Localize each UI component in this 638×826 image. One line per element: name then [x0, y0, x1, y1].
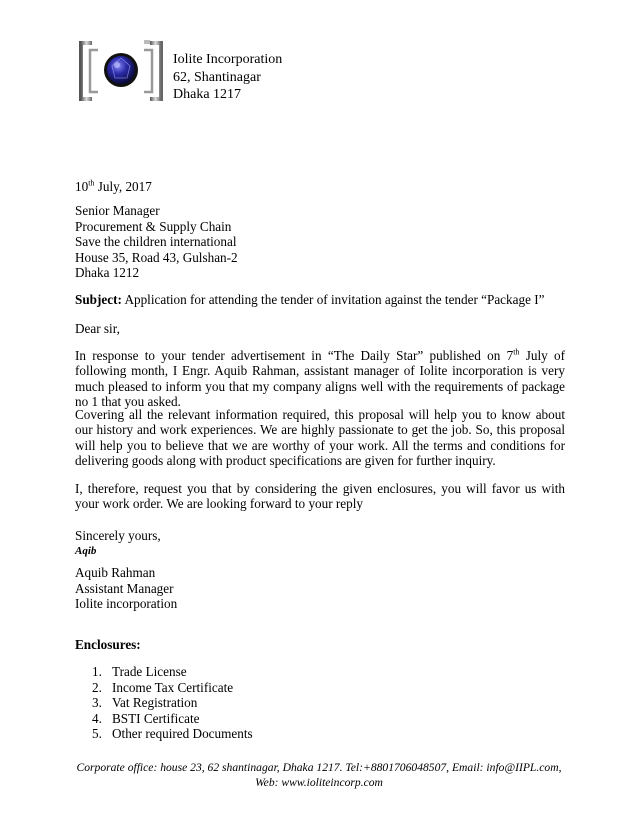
subject-label: Subject: — [75, 292, 122, 307]
enclosures-list — [92, 664, 253, 742]
list-number: 5. — [92, 726, 102, 742]
footer — [30, 760, 608, 790]
date-suffix: th — [88, 178, 95, 188]
list-number: 4. — [92, 710, 102, 726]
signature: Aqib — [75, 545, 97, 557]
recipient-line: Procurement & Supply Chain — [75, 218, 232, 234]
company-logo — [78, 40, 164, 102]
greeting: Dear sir, — [75, 321, 120, 336]
list-text: Other required Documents — [112, 726, 253, 742]
body-paragraph-1 — [75, 348, 565, 409]
sender-block — [75, 565, 177, 612]
list-item — [92, 695, 253, 711]
sender-title: Assistant Manager — [75, 580, 174, 596]
sender-company: Iolite incorporation — [75, 596, 178, 611]
list-text: Vat Registration — [112, 695, 198, 711]
date-rest: July, 2017 — [94, 179, 152, 194]
company-name: Iolite Incorporation — [173, 52, 283, 67]
list-number: 2. — [92, 679, 102, 695]
subject-line — [75, 292, 575, 308]
recipient-line: Save the children international — [75, 234, 237, 249]
list-number: 3. — [92, 695, 102, 711]
recipient-line: Senior Manager — [75, 203, 160, 218]
enclosures-title: Enclosures: — [75, 637, 141, 652]
letterhead-address — [173, 51, 282, 104]
footer-line1: Corporate office: house 23, 62 shantinagar, Dhaka 1217. Tel:+8801706048507, Email: info@IIPL.com, — [76, 761, 562, 774]
list-number: 1. — [92, 664, 102, 679]
recipient-line: Dhaka 1212 — [75, 265, 140, 280]
list-text: Trade License — [112, 664, 187, 679]
list-text: BSTI Certificate — [112, 710, 200, 726]
list-item — [92, 726, 253, 742]
list-item — [92, 711, 253, 727]
body-paragraph-2: Covering all the relevant information required, this proposal will help you to know about our history and work experiences. We are highly passionate to get the job. So, this proposal will help you to believe that we are worthy of your work. All the terms and conditions for delivering goods along with product specifications are given for further inquiry. — [75, 407, 565, 468]
p1-text-a: In response to your tender advertisement in “The Daily Star” published on 7 — [75, 348, 514, 363]
recipient-address — [75, 203, 238, 281]
p1-text-b: July of following month, I Engr. Aquib Rahman, assistant manager of Iolite incorporation is very much pleased to inform you that my company aligns well with the requirements of package no 1 that you asked. — [75, 348, 566, 409]
subject-text: Application for attending the tender of invitation against the tender “Package I” — [121, 292, 545, 307]
letter-date — [75, 179, 152, 195]
body-paragraph-3: I, therefore, request you that by considering the given enclosures, you will favor us with your work order. We are looking forward to your reply — [75, 481, 565, 512]
date-day: 10 — [75, 179, 89, 194]
company-address-line1: 62, Shantinagar — [173, 69, 261, 85]
closing: Sincerely yours, — [75, 528, 161, 543]
footer-line2: Web: www.ioliteincorp.com — [255, 776, 383, 789]
sender-name: Aquib Rahman — [75, 565, 156, 580]
company-address-line2: Dhaka 1217 — [173, 87, 242, 102]
list-item — [92, 680, 253, 696]
gem-in-brackets-logo-icon — [78, 40, 164, 102]
p1-sup: th — [513, 347, 520, 357]
list-item — [92, 664, 253, 680]
recipient-line: House 35, Road 43, Gulshan-2 — [75, 249, 238, 265]
list-text: Income Tax Certificate — [112, 679, 234, 695]
